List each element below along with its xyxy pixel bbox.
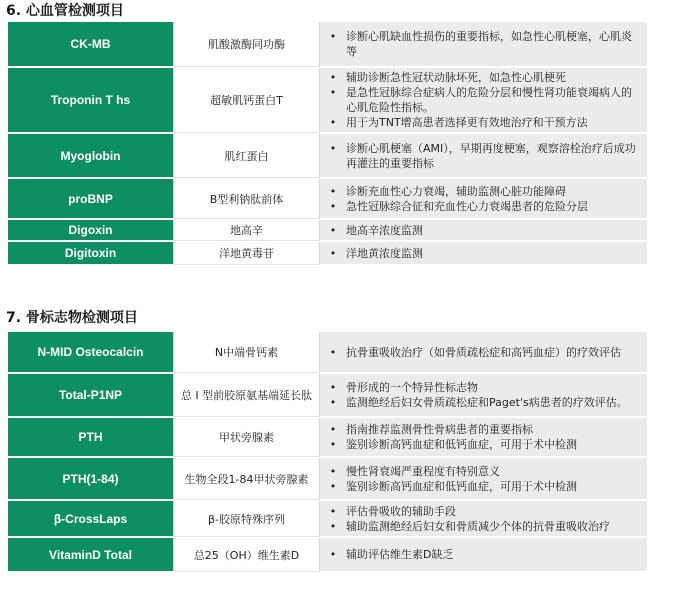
table-row [8,68,647,134]
bullet-text: 抗骨重吸收治疗（如骨质疏松症和高钙血症）的疗效评估 [346,345,621,359]
chinese-name-cell: 总 I 型前胶原氨基端延长肽 [173,374,320,417]
bullet-dot-icon: • [329,223,337,237]
bullet-item [320,380,641,395]
description-cell [320,134,647,178]
table-row [8,220,647,242]
table-row [8,538,647,573]
bullet-text: 诊断心肌梗塞（AMI），早期再度梗塞，观察溶栓治疗后成功再灌注的重要指标 [346,141,636,170]
chinese-name-cell: 肌红蛋白 [173,134,320,178]
chinese-name-cell: 生物全段1-84甲状旁腺素 [173,458,320,500]
bullet-dot-icon: • [329,71,337,84]
bullet-text: 用于为TNT增高患者选择更有效地治疗和干预方法 [346,116,588,129]
description-cell [320,68,647,133]
bullet-item [320,199,641,214]
bullet-text: 监测绝经后妇女骨质疏松症和Paget's病患者的疗效评估。 [346,396,628,409]
bullet-text: 慢性肾衰竭严重程度有特别意义 [346,464,500,478]
bullet-text: 辅助诊断急性冠状动脉坏死，如急性心肌梗死 [346,71,566,84]
description-cell [320,332,647,373]
bullet-item [320,246,641,261]
item-name-cell: PTH [8,418,173,457]
item-name-cell: VitaminD Total [8,538,173,572]
bullet-item [320,422,641,437]
bullet-text: 评估骨吸收的辅助手段 [346,504,456,518]
bullet-dot-icon: • [329,519,337,533]
bullet-dot-icon: • [329,548,337,561]
description-cell [320,242,647,265]
bullet-item [320,85,641,115]
item-name-cell: Total-P1NP [8,374,173,417]
bullet-item [320,29,641,59]
chinese-name-cell: 甲状旁腺素 [173,418,320,457]
chinese-name-cell: B型利钠肽前体 [173,179,320,219]
table-row [8,501,647,538]
description-cell [320,458,647,500]
bullet-text: 骨形成的一个特异性标志物 [346,381,478,394]
chinese-name-cell: 洋地黄毒苷 [173,242,320,265]
cardiovascular-table [8,22,647,266]
bone-markers-table [8,332,647,573]
bullet-item [320,395,641,410]
bullet-dot-icon: • [329,141,337,155]
item-name-cell: Digoxin [8,220,173,241]
bullet-item [320,141,641,171]
bullet-item [320,547,641,562]
bullet-item [320,437,641,452]
section-title-bone-markers: 7. 骨标志物检测项目 [6,310,138,326]
bullet-text: 辅助监测绝经后妇女和骨质减少个体的抗骨重吸收治疗 [346,519,610,533]
chinese-name-cell: 总25（OH）维生素D [173,538,320,572]
bullet-dot-icon: • [329,184,337,198]
description-cell [320,22,647,67]
item-name-cell: β-CrossLaps [8,501,173,537]
table-row [8,242,647,266]
bullet-text: 诊断心肌缺血性损伤的重要指标，如急性心肌梗塞，心肌炎等 [346,30,632,58]
bullet-item [320,479,641,494]
section-title-cardiovascular: 6. 心血管检测项目 [6,3,124,19]
bullet-item [320,115,641,130]
bullet-dot-icon: • [329,345,337,359]
chinese-name-cell: β-胶原特殊序列 [173,501,320,537]
bullet-dot-icon: • [329,423,337,436]
chinese-name-cell: N中端骨钙素 [173,332,320,373]
item-name-cell: proBNP [8,179,173,219]
bullet-text: 急性冠脉综合征和充血性心力衰竭患者的危险分层 [346,199,588,213]
item-name-cell: Troponin T hs [8,68,173,133]
table-row [8,332,647,374]
bullet-dot-icon: • [329,504,337,518]
bullet-item [320,504,641,519]
bullet-dot-icon: • [329,479,337,493]
bullet-text: 鉴别诊断高钙血症和低钙血症，可用于术中检测 [346,479,577,493]
description-cell [320,418,647,457]
bullet-text: 鉴别诊断高钙血症和低钙血症，可用于术中检测 [346,438,577,451]
table-row [8,374,647,418]
bullet-text: 诊断充血性心力衰竭，辅助监测心脏功能障碍 [346,184,566,198]
bullet-dot-icon: • [329,438,337,451]
chinese-name-cell: 地高辛 [173,220,320,241]
table-row [8,418,647,458]
table-row [8,179,647,220]
description-cell [320,220,647,241]
bullet-dot-icon: • [329,199,337,213]
bullet-text: 洋地黄浓度监测 [346,246,423,260]
bullet-dot-icon: • [329,86,337,99]
item-name-cell: CK-MB [8,22,173,67]
bullet-item [320,345,641,360]
bullet-item [320,70,641,85]
bullet-item [320,464,641,479]
chinese-name-cell: 超敏肌钙蛋白T [173,68,320,133]
bullet-text: 指南推荐监测骨性骨病患者的重要指标 [346,423,533,436]
bullet-dot-icon: • [329,381,337,394]
bullet-text: 辅助评估维生素D缺乏 [346,548,454,561]
bullet-item [320,184,641,199]
item-name-cell: N-MID Osteocalcin [8,332,173,373]
item-name-cell: Digitoxin [8,242,173,265]
description-cell [320,179,647,219]
bullet-dot-icon: • [329,30,337,43]
bullet-dot-icon: • [329,246,337,260]
description-cell [320,501,647,537]
table-row [8,134,647,179]
item-name-cell: Myoglobin [8,134,173,178]
bullet-item [320,223,641,238]
table-row [8,458,647,501]
item-name-cell: PTH(1-84) [8,458,173,500]
bullet-text: 地高辛浓度监测 [346,223,423,237]
bullet-text: 是急性冠脉综合症病人的危险分层和慢性肾功能衰竭病人的心肌危险性指标。 [346,86,632,114]
bullet-dot-icon: • [329,396,337,409]
bullet-dot-icon: • [329,116,337,129]
bullet-item [320,519,641,534]
table-row [8,22,647,68]
chinese-name-cell: 肌酸激酶同功酶 [173,22,320,67]
description-cell [320,374,647,417]
bullet-dot-icon: • [329,464,337,478]
description-cell [320,538,647,572]
